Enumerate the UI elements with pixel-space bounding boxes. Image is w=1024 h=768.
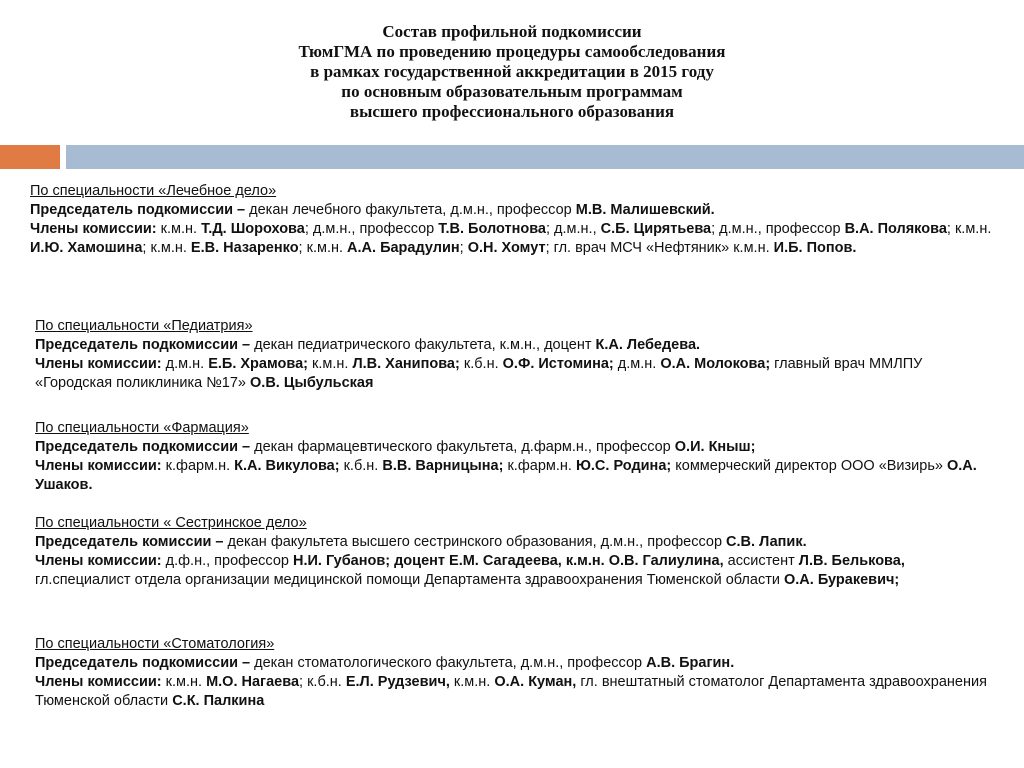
members-label: Члены комиссии: xyxy=(30,221,157,237)
chair-line xyxy=(35,654,995,673)
member-title: ; гл. врач МСЧ «Нефтяник» к.м.н. xyxy=(545,240,774,256)
chair-desc: декан педиатрического факультета, к.м.н., доцент xyxy=(250,337,596,353)
member-name: О.А. Молокова; xyxy=(660,356,771,372)
chair-line xyxy=(35,438,995,457)
members-line xyxy=(35,673,995,711)
chair-label: Председатель подкомиссии – xyxy=(35,439,251,455)
member-title: к.б.н. xyxy=(459,356,503,372)
section-lechebnoe-delo xyxy=(30,182,1005,258)
member-name: Т.Д. Шорохова xyxy=(201,221,305,237)
document-title xyxy=(0,22,1024,122)
chair-name: М.В. Малишевский. xyxy=(575,202,715,218)
member-title: к.м.н. xyxy=(156,221,202,237)
chair-name: О.И. Кныш; xyxy=(674,439,756,455)
member-title: к.м.н. xyxy=(307,356,353,372)
section-sestrinskoe-delo xyxy=(35,514,995,590)
member-name: Е.Б. Храмова; xyxy=(208,356,308,372)
member-name: Л.В. Белькова, xyxy=(798,553,905,569)
member-title: ; д.м.н., профессор xyxy=(304,221,439,237)
member-name: И.Б. Попов. xyxy=(773,240,857,256)
member-name: О.А. Куман, xyxy=(494,674,577,690)
chair-desc: декан фармацевтического факультета, д.фарм.н., профессор xyxy=(250,439,675,455)
title-line: ТюмГМА по проведению процедуры самообследования xyxy=(298,42,726,61)
member-title: ; к.б.н. xyxy=(299,674,346,690)
members-line xyxy=(30,220,1005,258)
member-title: д.м.н. xyxy=(613,356,661,372)
chair-name: А.В. Брагин. xyxy=(646,655,735,671)
member-name: А.А. Барадулин xyxy=(347,240,460,256)
members-label: Члены комиссии: xyxy=(35,458,162,474)
member-name: С.К. Палкина xyxy=(172,693,265,709)
accent-bar-orange xyxy=(0,145,60,169)
member-title: гл. внештатный стоматолог Департамента здравоохранения Тюменской области xyxy=(35,674,987,709)
member-name: С.Б. Цирятьева xyxy=(600,221,712,237)
member-title: к.б.н. xyxy=(339,458,383,474)
member-name: Т.В. Болотнова xyxy=(438,221,546,237)
section-heading: По специальности «Стоматология» xyxy=(35,636,275,652)
member-title: ; д.м.н., xyxy=(546,221,601,237)
section-farmaciya xyxy=(35,419,995,495)
chair-label: Председатель комиссии – xyxy=(35,534,224,550)
chair-line xyxy=(35,336,995,355)
chair-desc: декан лечебного факультета, д.м.н., профессор xyxy=(245,202,576,218)
member-name: В.А. Полякова xyxy=(844,221,947,237)
member-title: ; xyxy=(459,240,468,256)
chair-name: С.В. Лапик. xyxy=(726,534,807,550)
chair-line xyxy=(35,533,995,552)
members-label: Члены комиссии: xyxy=(35,356,162,372)
member-name: О.А. Буракевич; xyxy=(783,572,900,588)
title-line: Состав профильной подкомиссии xyxy=(382,22,642,41)
member-title: д.м.н. xyxy=(161,356,209,372)
member-title: коммерческий директор ООО «Визирь» xyxy=(671,458,947,474)
member-name: Ю.С. Родина; xyxy=(575,458,672,474)
member-title: д.ф.н., профессор xyxy=(161,553,293,569)
chair-line xyxy=(30,201,1005,220)
section-stomatologiya xyxy=(35,635,995,711)
member-title: к.фарм.н. xyxy=(503,458,576,474)
member-title: к.фарм.н. xyxy=(161,458,235,474)
member-name: К.А. Викулова; xyxy=(234,458,340,474)
members-label: Члены комиссии: xyxy=(35,553,162,569)
member-title: ; к.м.н. xyxy=(298,240,348,256)
section-heading: По специальности «Лечебное дело» xyxy=(30,183,277,199)
members-line xyxy=(35,355,995,393)
member-title: к.м.н. xyxy=(161,674,207,690)
member-title: главный врач ММЛПУ «Городская поликлиника №17» xyxy=(35,356,923,391)
member-title: ; к.м.н. xyxy=(946,221,992,237)
member-title: ; к.м.н. xyxy=(142,240,191,256)
member-title: к.м.н. xyxy=(449,674,495,690)
chair-label: Председатель подкомиссии – xyxy=(35,655,251,671)
section-heading: По специальности «Педиатрия» xyxy=(35,318,253,334)
member-name: М.О. Нагаева xyxy=(206,674,300,690)
section-heading: По специальности «Фармация» xyxy=(35,420,249,436)
members-line xyxy=(35,457,995,495)
member-name: И.Ю. Хамошина xyxy=(30,240,143,256)
chair-label: Председатель подкомиссии – xyxy=(35,337,251,353)
chair-name: К.А. Лебедева. xyxy=(595,337,701,353)
member-name: Н.И. Губанов; доцент Е.М. Сагадеева, к.м.н. О.В. Галиулина, xyxy=(292,553,724,569)
members-line xyxy=(35,552,995,590)
member-name: В.В. Варницына; xyxy=(382,458,504,474)
accent-bar-blue xyxy=(66,145,1024,169)
title-line: в рамках государственной аккредитации в 2015 году xyxy=(310,62,714,81)
chair-desc: декан факультета высшего сестринского образования, д.м.н., профессор xyxy=(223,534,727,550)
member-title: ; д.м.н., профессор xyxy=(711,221,845,237)
member-name: Е.Л. Рудзевич, xyxy=(345,674,450,690)
member-name: О.В. Цыбульская xyxy=(250,375,374,391)
chair-desc: декан стоматологического факультета, д.м.н., профессор xyxy=(250,655,647,671)
section-heading: По специальности « Сестринское дело» xyxy=(35,515,307,531)
section-pediatriya xyxy=(35,317,995,393)
title-line: по основным образовательным программам xyxy=(341,82,683,101)
member-name: Е.В. Назаренко xyxy=(190,240,299,256)
chair-label: Председатель подкомиссии – xyxy=(30,202,246,218)
member-title: ассистент xyxy=(723,553,799,569)
title-line: высшего профессионального образования xyxy=(349,102,675,121)
member-title: гл.специалист отдела организации медицинской помощи Департамента здравоохранения Тюменской области xyxy=(35,572,784,588)
member-name: О.Н. Хомут xyxy=(467,240,546,256)
members-label: Члены комиссии: xyxy=(35,674,162,690)
member-name: Л.В. Ханипова; xyxy=(352,356,460,372)
member-name: О.А. Ушаков. xyxy=(35,458,977,493)
member-name: О.Ф. Истомина; xyxy=(502,356,614,372)
